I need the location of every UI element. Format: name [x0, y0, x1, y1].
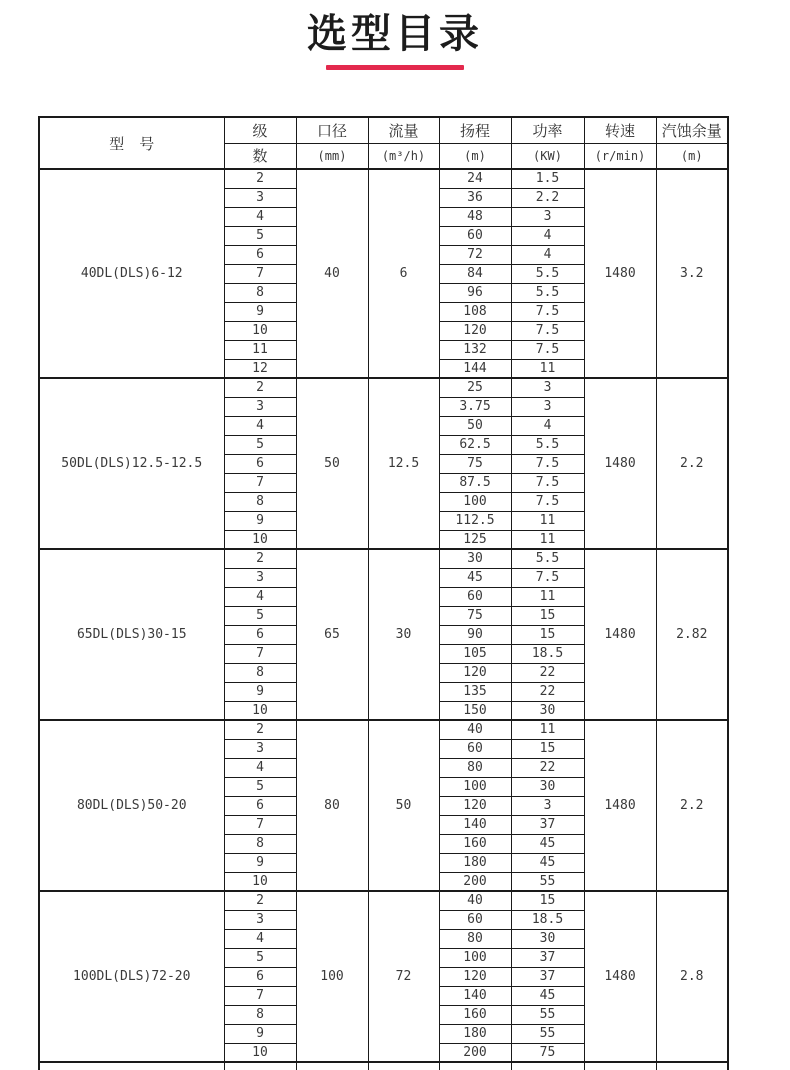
npsh-cell: 2.2 [656, 378, 728, 549]
head-cell: 120 [439, 967, 511, 986]
head-cell: 144 [439, 359, 511, 378]
flow-cell: 30 [368, 549, 439, 720]
head-cell: 135 [439, 682, 511, 701]
power-cell: 37 [511, 948, 584, 967]
head-cell: 72 [439, 245, 511, 264]
stub-cell [39, 1062, 224, 1070]
stage-cell: 5 [224, 226, 296, 245]
header-npsh: 汽蚀余量 [656, 117, 728, 143]
stage-cell: 8 [224, 492, 296, 511]
stage-cell: 4 [224, 758, 296, 777]
stage-cell: 5 [224, 948, 296, 967]
head-cell: 3.75 [439, 397, 511, 416]
power-cell: 7.5 [511, 492, 584, 511]
header-flow-unit: (m³/h) [368, 143, 439, 169]
power-cell: 3 [511, 378, 584, 397]
stage-cell: 3 [224, 397, 296, 416]
head-cell: 140 [439, 815, 511, 834]
stage-cell: 7 [224, 264, 296, 283]
head-cell: 60 [439, 739, 511, 758]
table-row [39, 720, 728, 739]
stage-cell: 7 [224, 815, 296, 834]
power-cell: 4 [511, 416, 584, 435]
stage-cell: 8 [224, 663, 296, 682]
head-cell: 40 [439, 720, 511, 739]
power-cell: 45 [511, 834, 584, 853]
power-cell: 15 [511, 625, 584, 644]
header-head: 扬程 [439, 117, 511, 143]
power-cell: 2.2 [511, 188, 584, 207]
head-cell: 120 [439, 321, 511, 340]
flow-cell: 12.5 [368, 378, 439, 549]
power-cell: 4 [511, 226, 584, 245]
npsh-cell: 2.8 [656, 891, 728, 1062]
stage-cell: 7 [224, 644, 296, 663]
stage-cell: 10 [224, 872, 296, 891]
flow-cell: 6 [368, 169, 439, 378]
header-power: 功率 [511, 117, 584, 143]
power-cell: 15 [511, 891, 584, 910]
head-cell: 132 [439, 340, 511, 359]
head-cell: 45 [439, 568, 511, 587]
stage-cell: 11 [224, 340, 296, 359]
head-cell: 112.5 [439, 511, 511, 530]
head-cell: 100 [439, 492, 511, 511]
power-cell: 7.5 [511, 473, 584, 492]
power-cell: 11 [511, 359, 584, 378]
stage-cell: 9 [224, 511, 296, 530]
table-row-partial [39, 1062, 728, 1070]
head-cell: 36 [439, 188, 511, 207]
power-cell: 30 [511, 701, 584, 720]
diameter-cell: 100 [296, 891, 368, 1062]
header-power-unit: (KW) [511, 143, 584, 169]
power-cell: 7.5 [511, 340, 584, 359]
head-cell: 180 [439, 1024, 511, 1043]
stage-cell: 6 [224, 967, 296, 986]
power-cell: 5.5 [511, 283, 584, 302]
power-cell: 22 [511, 758, 584, 777]
stage-cell: 6 [224, 625, 296, 644]
header-diameter: 口径 [296, 117, 368, 143]
stub-cell [656, 1062, 728, 1070]
power-cell: 55 [511, 872, 584, 891]
power-cell: 11 [511, 530, 584, 549]
flow-cell: 72 [368, 891, 439, 1062]
stage-cell: 10 [224, 321, 296, 340]
head-cell: 24 [439, 169, 511, 188]
stage-cell: 3 [224, 910, 296, 929]
stage-cell: 2 [224, 720, 296, 739]
stage-cell: 7 [224, 473, 296, 492]
table-row [39, 169, 728, 188]
npsh-cell: 2.82 [656, 549, 728, 720]
stage-cell: 10 [224, 1043, 296, 1062]
model-cell: 80DL(DLS)50-20 [39, 720, 224, 891]
head-cell: 40 [439, 891, 511, 910]
power-cell: 45 [511, 986, 584, 1005]
speed-cell: 1480 [584, 720, 656, 891]
power-cell: 7.5 [511, 302, 584, 321]
stub-cell [224, 1062, 296, 1070]
power-cell: 11 [511, 720, 584, 739]
head-cell: 180 [439, 853, 511, 872]
power-cell: 22 [511, 682, 584, 701]
head-cell: 96 [439, 283, 511, 302]
speed-cell: 1480 [584, 891, 656, 1062]
diameter-cell: 50 [296, 378, 368, 549]
power-cell: 37 [511, 815, 584, 834]
head-cell: 200 [439, 872, 511, 891]
stub-cell [584, 1062, 656, 1070]
power-cell: 4 [511, 245, 584, 264]
head-cell: 50 [439, 416, 511, 435]
head-cell: 25 [439, 378, 511, 397]
stage-cell: 4 [224, 207, 296, 226]
stage-cell: 6 [224, 454, 296, 473]
diameter-cell: 80 [296, 720, 368, 891]
head-cell: 150 [439, 701, 511, 720]
power-cell: 55 [511, 1005, 584, 1024]
head-cell: 60 [439, 587, 511, 606]
stage-cell: 2 [224, 169, 296, 188]
head-cell: 160 [439, 834, 511, 853]
stage-cell: 3 [224, 568, 296, 587]
head-cell: 125 [439, 530, 511, 549]
stage-cell: 2 [224, 378, 296, 397]
stage-cell: 4 [224, 416, 296, 435]
power-cell: 45 [511, 853, 584, 872]
power-cell: 22 [511, 663, 584, 682]
head-cell: 60 [439, 910, 511, 929]
header-flow: 流量 [368, 117, 439, 143]
stage-cell: 9 [224, 302, 296, 321]
stage-cell: 4 [224, 929, 296, 948]
power-cell: 30 [511, 929, 584, 948]
table-row [39, 378, 728, 397]
catalog-table-header [39, 117, 728, 169]
power-cell: 11 [511, 511, 584, 530]
power-cell: 5.5 [511, 435, 584, 454]
power-cell: 15 [511, 606, 584, 625]
power-cell: 37 [511, 967, 584, 986]
head-cell: 200 [439, 1043, 511, 1062]
head-cell: 30 [439, 549, 511, 568]
stage-cell: 6 [224, 796, 296, 815]
stage-cell: 5 [224, 435, 296, 454]
stage-cell: 3 [224, 739, 296, 758]
npsh-cell: 3.2 [656, 169, 728, 378]
power-cell: 55 [511, 1024, 584, 1043]
stage-cell: 3 [224, 188, 296, 207]
header-model: 型 号 [39, 117, 224, 169]
stub-cell [368, 1062, 439, 1070]
head-cell: 75 [439, 454, 511, 473]
head-cell: 62.5 [439, 435, 511, 454]
model-cell: 100DL(DLS)72-20 [39, 891, 224, 1062]
power-cell: 30 [511, 777, 584, 796]
stub-cell [439, 1062, 511, 1070]
stage-cell: 8 [224, 283, 296, 302]
stage-cell: 8 [224, 1005, 296, 1024]
head-cell: 120 [439, 663, 511, 682]
power-cell: 1.5 [511, 169, 584, 188]
head-cell: 100 [439, 948, 511, 967]
speed-cell: 1480 [584, 169, 656, 378]
power-cell: 7.5 [511, 321, 584, 340]
stage-cell: 5 [224, 777, 296, 796]
head-cell: 90 [439, 625, 511, 644]
header-stages: 级 [224, 117, 296, 143]
model-cell: 50DL(DLS)12.5-12.5 [39, 378, 224, 549]
header-speed-unit: (r/min) [584, 143, 656, 169]
speed-cell: 1480 [584, 378, 656, 549]
stage-cell: 10 [224, 701, 296, 720]
stage-cell: 4 [224, 587, 296, 606]
catalog-table-body [39, 169, 728, 1070]
model-cell: 65DL(DLS)30-15 [39, 549, 224, 720]
head-cell: 87.5 [439, 473, 511, 492]
table-row [39, 549, 728, 568]
title-underline [326, 65, 464, 70]
header-head-unit: (m) [439, 143, 511, 169]
power-cell: 18.5 [511, 644, 584, 663]
power-cell: 3 [511, 207, 584, 226]
head-cell: 80 [439, 758, 511, 777]
power-cell: 5.5 [511, 264, 584, 283]
stub-cell [296, 1062, 368, 1070]
speed-cell: 1480 [584, 549, 656, 720]
head-cell: 100 [439, 777, 511, 796]
head-cell: 48 [439, 207, 511, 226]
head-cell: 120 [439, 796, 511, 815]
stage-cell: 6 [224, 245, 296, 264]
power-cell: 7.5 [511, 454, 584, 473]
stage-cell: 2 [224, 891, 296, 910]
head-cell: 80 [439, 929, 511, 948]
header-stages-unit: 数 [224, 143, 296, 169]
diameter-cell: 65 [296, 549, 368, 720]
title-section [0, 0, 790, 70]
head-cell: 105 [439, 644, 511, 663]
stub-cell [511, 1062, 584, 1070]
catalog-table [38, 116, 729, 1070]
stage-cell: 12 [224, 359, 296, 378]
header-npsh-unit: (m) [656, 143, 728, 169]
stage-cell: 9 [224, 853, 296, 872]
stage-cell: 2 [224, 549, 296, 568]
power-cell: 75 [511, 1043, 584, 1062]
model-cell: 40DL(DLS)6-12 [39, 169, 224, 378]
head-cell: 60 [439, 226, 511, 245]
diameter-cell: 40 [296, 169, 368, 378]
flow-cell: 50 [368, 720, 439, 891]
head-cell: 140 [439, 986, 511, 1005]
stage-cell: 9 [224, 1024, 296, 1043]
header-speed: 转速 [584, 117, 656, 143]
stage-cell: 9 [224, 682, 296, 701]
power-cell: 11 [511, 587, 584, 606]
stage-cell: 5 [224, 606, 296, 625]
stage-cell: 7 [224, 986, 296, 1005]
npsh-cell: 2.2 [656, 720, 728, 891]
power-cell: 18.5 [511, 910, 584, 929]
header-diameter-unit: (mm) [296, 143, 368, 169]
power-cell: 3 [511, 397, 584, 416]
power-cell: 3 [511, 796, 584, 815]
head-cell: 84 [439, 264, 511, 283]
head-cell: 108 [439, 302, 511, 321]
head-cell: 160 [439, 1005, 511, 1024]
power-cell: 15 [511, 739, 584, 758]
power-cell: 7.5 [511, 568, 584, 587]
head-cell: 75 [439, 606, 511, 625]
page-title: 选型目录 [307, 12, 483, 56]
stage-cell: 10 [224, 530, 296, 549]
stage-cell: 8 [224, 834, 296, 853]
table-row [39, 891, 728, 910]
power-cell: 5.5 [511, 549, 584, 568]
